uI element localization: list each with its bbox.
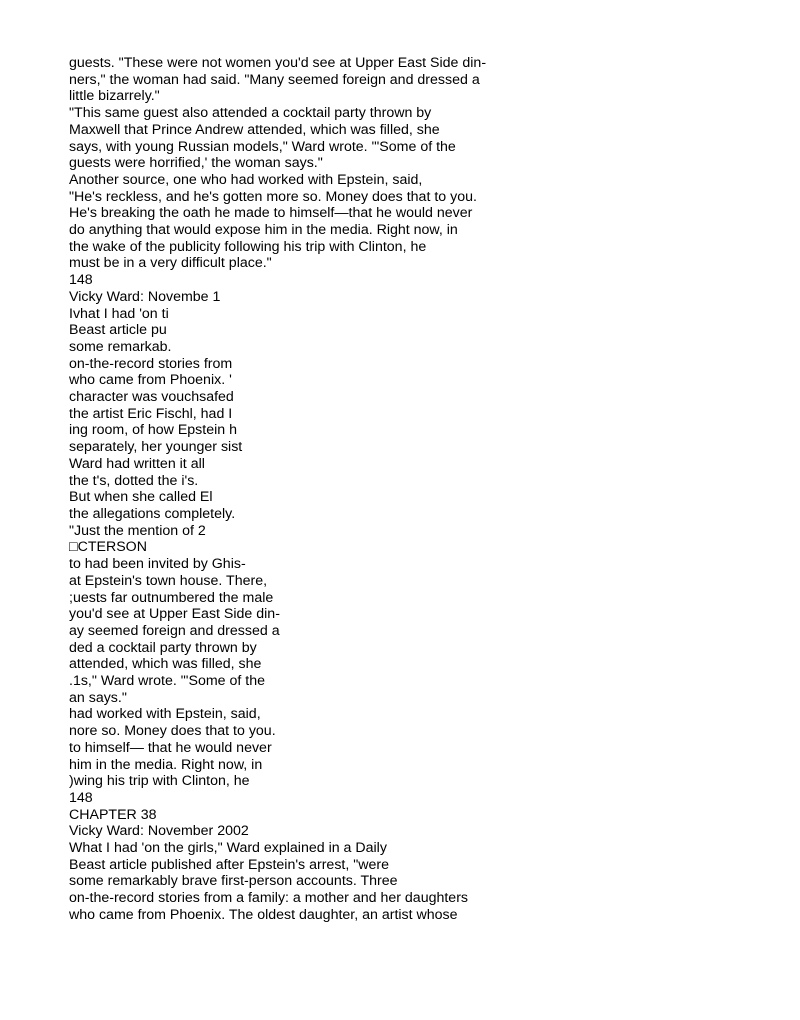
text-line: an says." xyxy=(69,689,127,706)
text-line: on-the-record stories from a family: a mother and her daughters xyxy=(69,890,469,907)
text-line: nore so. Money does that to you. xyxy=(69,723,276,740)
text-line: attended, which was filled, she xyxy=(69,656,262,673)
text-line: to had been invited by Ghis- xyxy=(69,556,246,573)
text-line: who came from Phoenix. ' xyxy=(69,372,232,389)
text-line: Ward had written it all xyxy=(69,455,205,472)
document-page xyxy=(69,55,769,924)
text-line: Another source, one who had worked with Epstein, said, xyxy=(69,171,423,188)
text-line: Ivhat I had 'on ti xyxy=(69,305,169,322)
text-line: )wing his trip with Clinton, he xyxy=(69,773,250,790)
text-line: him in the media. Right now, in xyxy=(69,756,263,773)
text-line: separately, her younger sist xyxy=(69,439,243,456)
text-line: to himself— that he would never xyxy=(69,739,272,756)
text-line: do anything that would expose him in the media. Right now, in xyxy=(69,222,458,239)
text-line: "This same guest also attended a cocktail party thrown by xyxy=(69,105,432,122)
text-line: ners," the woman had said. "Many seemed foreign and dressed a xyxy=(69,71,480,88)
text-line: He's breaking the oath he made to himself—that he would never xyxy=(69,205,473,222)
text-line: "He's reckless, and he's gotten more so. Money does that to you. xyxy=(69,188,477,205)
text-line: Maxwell that Prince Andrew attended, which was filled, she xyxy=(69,121,440,138)
text-line: the t's, dotted the i's. xyxy=(69,472,199,489)
section-heading: Vicky Ward: November 2002 xyxy=(69,823,249,840)
text-line: Vicky Ward: Novembe 1 xyxy=(69,288,221,305)
page-number: 148 xyxy=(69,272,93,289)
text-line: ded a cocktail party thrown by xyxy=(69,639,257,656)
text-line: had worked with Epstein, said, xyxy=(69,706,261,723)
text-line: who came from Phoenix. The oldest daughter, an artist whose xyxy=(69,906,458,923)
text-line: must be in a very difficult place." xyxy=(69,255,272,272)
text-line: you'd see at Upper East Side din- xyxy=(69,606,280,623)
text-line: the allegations completely. xyxy=(69,505,236,522)
text-line: Beast article pu xyxy=(69,322,167,339)
text-line: some remarkab. xyxy=(69,338,172,355)
text-line: Beast article published after Epstein's arrest, "were xyxy=(69,856,390,873)
text-line: "Just the mention of 2 xyxy=(69,522,206,539)
text-line: on-the-record stories from xyxy=(69,355,233,372)
chapter-heading: CHAPTER 38 xyxy=(69,806,157,823)
text-line: guests were horrified,' the woman says." xyxy=(69,155,323,172)
text-line: little bizarrely." xyxy=(69,88,160,105)
text-line: What I had 'on the girls," Ward explained in a Daily xyxy=(69,840,387,857)
text-line: But when she called El xyxy=(69,489,213,506)
text-line: the wake of the publicity following his trip with Clinton, he xyxy=(69,238,427,255)
text-line: the artist Eric Fischl, had I xyxy=(69,405,233,422)
text-line: says, with young Russian models," Ward wrote. "'Some of the xyxy=(69,138,456,155)
page-number: 148 xyxy=(69,789,93,806)
text-line: ay seemed foreign and dressed a xyxy=(69,622,280,639)
text-line: □CTERSON xyxy=(69,539,147,556)
text-line: character was vouchsafed xyxy=(69,389,234,406)
text-line: .1s," Ward wrote. "'Some of the xyxy=(69,673,265,690)
text-line: ing room, of how Epstein h xyxy=(69,422,237,439)
text-line: ;uests far outnumbered the male xyxy=(69,589,274,606)
text-line: at Epstein's town house. There, xyxy=(69,572,268,589)
text-line: some remarkably brave first-person accounts. Three xyxy=(69,873,398,890)
text-line: guests. "These were not women you'd see at Upper East Side din- xyxy=(69,55,487,71)
